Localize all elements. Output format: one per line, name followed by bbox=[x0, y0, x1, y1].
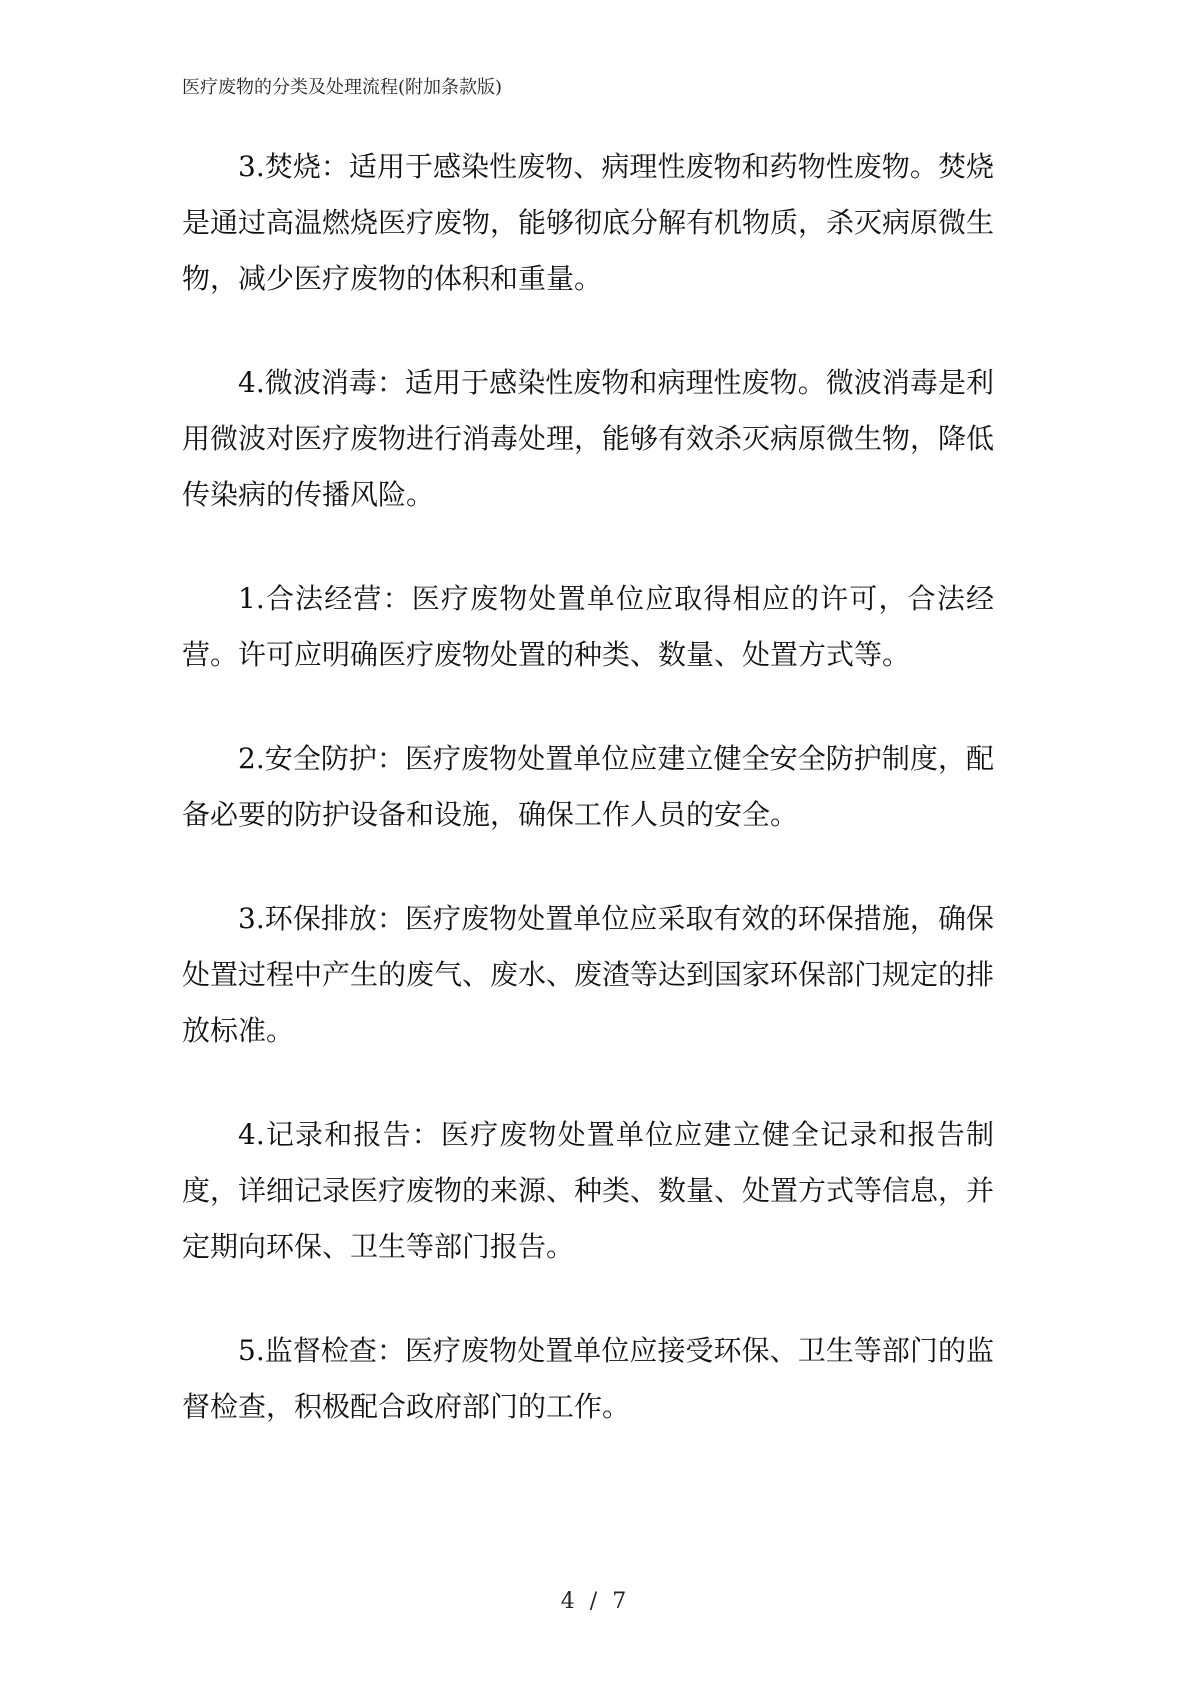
paragraph-safety-protection: 2.安全防护：医疗废物处置单位应建立健全安全防护制度，配备必要的防护设备和设施，确保工作人员的安全。 bbox=[182, 742, 994, 831]
document-body bbox=[182, 139, 994, 1483]
paragraph-records-and-reports: 4.记录和报告：医疗废物处置单位应建立健全记录和报告制度，详细记录医疗废物的来源、种类、数量、处置方式等信息，并定期向环保、卫生等部门报告。 bbox=[182, 1118, 995, 1263]
paragraph-incineration: 3.焚烧：适用于感染性废物、病理性废物和药物性废物。焚烧是通过高温燃烧医疗废物，能够彻底分解有机物质，杀灭病原微生物，减少医疗废物的体积和重量。 bbox=[182, 150, 995, 295]
page-number: 4 / 7 bbox=[560, 1589, 631, 1614]
paragraph-legal-operation: 1.合法经营：医疗废物处置单位应取得相应的许可，合法经营。许可应明确医疗废物处置的种类、数量、处置方式等。 bbox=[182, 582, 994, 671]
paragraph-environmental-emission: 3.环保排放：医疗废物处置单位应采取有效的环保措施，确保处置过程中产生的废气、废水、废渣等达到国家环保部门规定的排放标准。 bbox=[182, 902, 995, 1047]
paragraph-microwave-disinfection: 4.微波消毒：适用于感染性废物和病理性废物。微波消毒是利用微波对医疗废物进行消毒处理，能够有效杀灭病原微生物，降低传染病的传播风险。 bbox=[182, 366, 995, 511]
paragraph-supervision-inspection: 5.监督检查：医疗废物处置单位应接受环保、卫生等部门的监督检查，积极配合政府部门的工作。 bbox=[182, 1334, 994, 1423]
running-header: 医疗废物的分类及处理流程(附加条款版) bbox=[182, 77, 503, 98]
